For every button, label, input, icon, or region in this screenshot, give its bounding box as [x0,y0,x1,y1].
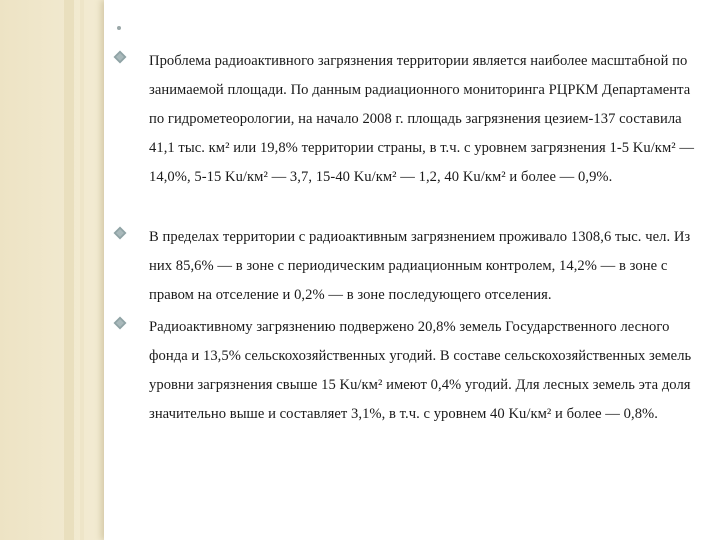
diamond-bullet-icon [113,50,127,64]
decorative-left-band [0,0,115,540]
decorative-stripe [64,0,74,540]
bullet-text: Радиоактивному загрязнению подвержено 20,8% земель Государственного лесного фонда и 13,5% сельскохозяйственных угодий. В составе сельскохозяйственных земель уровни загрязнения свыше 15 Ku/км² имеют 0,4% угодий. Для лесных земель эта доля значительно выше и составляет 3,1%, в т.ч. с уровнем 40 Ku/км² и более — 0,8%. [149,319,692,422]
diamond-bullet-icon [113,316,127,330]
bullet-text: В пределах территории с радиоактивным загрязнением проживало 1308,6 тыс. чел. Из них 85,6% — в зоне с периодическим радиационным контролем, 14,2% — в зоне с правом на отселение и 0,2% — в зоне последующего отселения. [149,229,691,303]
decorative-stripe [80,0,84,540]
bullet-item [113,47,703,192]
bullet-item [113,313,703,429]
empty-bullet-dot [117,26,121,30]
bullet-text: Проблема радиоактивного загрязнения территории является наиболее масштабной по занимаемой площади. По данным радиационного мониторинга РЦРКМ Департамента по гидрометеорологии, на начало 2008 г. площадь загрязнения цезием-137 составила 41,1 тыс. км² или 19,8% территории страны, в т.ч. с уровнем загрязнения 1-5 Ku/км² — 14,0%, 5-15 Ku/км² — 3,7, 15-40 Ku/км² — 1,2, 40 Ku/км² и более — 0,9%. [149,53,695,185]
diamond-bullet-icon [113,226,127,240]
bullet-item [113,223,703,310]
